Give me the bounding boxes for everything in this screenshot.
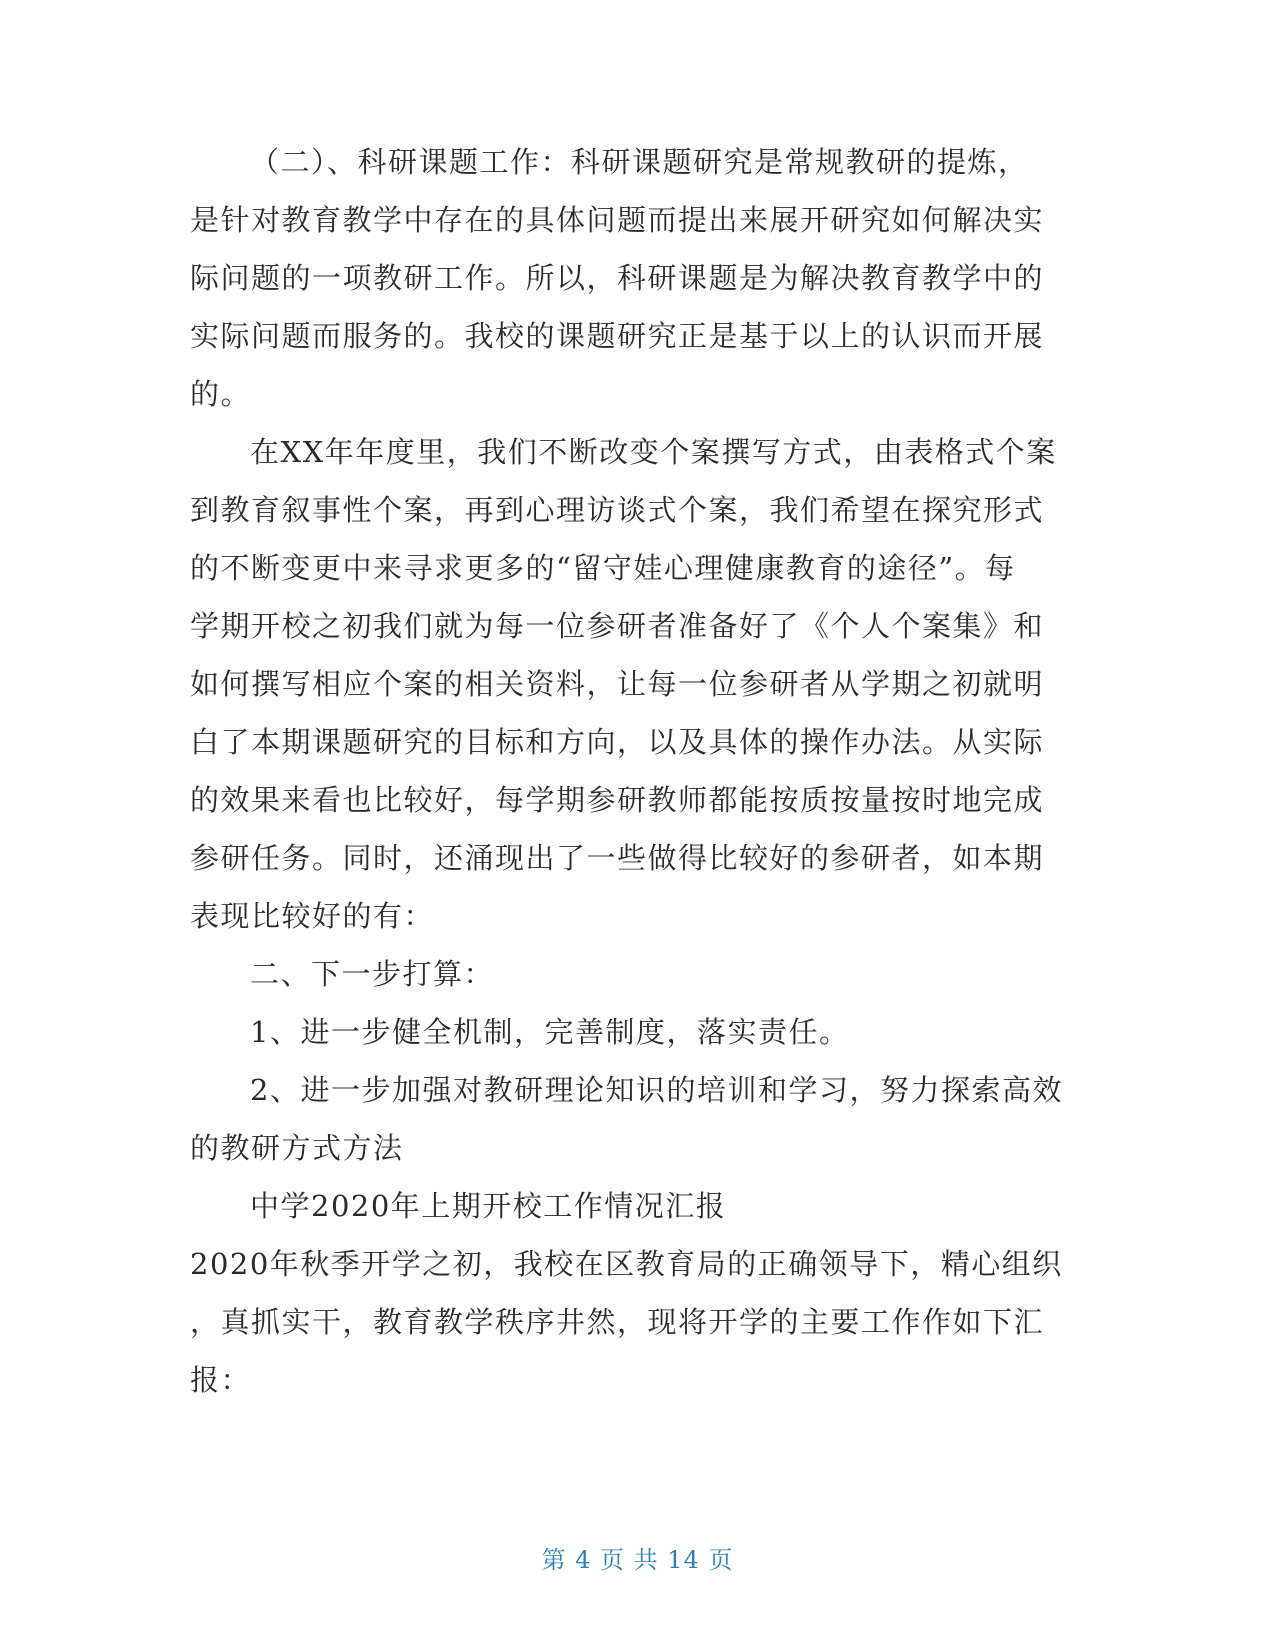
paragraph-line: 的不断变更中来寻求更多的“留守娃心理健康教育的途径”。每 bbox=[190, 551, 1016, 585]
paragraph-line: 的。 bbox=[190, 377, 252, 411]
paragraph-line: 参研任务。同时，还涌现出了一些做得比较好的参研者，如本期 bbox=[190, 841, 1045, 875]
paragraph-line: 2020年秋季开学之初，我校在区教育局的正确领导下，精心组织 bbox=[190, 1247, 1063, 1281]
section-heading: 二、下一步打算： bbox=[250, 957, 495, 991]
paragraph-line: 到教育叙事性个案，再到心理访谈式个案，我们希望在探究形式 bbox=[190, 493, 1045, 527]
report-title: 中学2020年上期开校工作情况汇报 bbox=[250, 1189, 727, 1223]
paragraph-line: 报： bbox=[190, 1363, 252, 1397]
list-item-continuation: 的教研方式方法 bbox=[190, 1131, 404, 1165]
paragraph-line: 实际问题而服务的。我校的课题研究正是基于以上的认识而开展 bbox=[190, 319, 1045, 353]
paragraph-line: 如何撰写相应个案的相关资料，让每一位参研者从学期之初就明 bbox=[190, 667, 1045, 701]
page-number-footer: 第 4 页 共 14 页 bbox=[541, 1546, 734, 1574]
paragraph-line: 际问题的一项教研工作。所以，科研课题是为解决教育教学中的 bbox=[190, 261, 1045, 295]
paragraph-line: 表现比较好的有： bbox=[190, 899, 435, 933]
paragraph-line: ，真抓实干，教育教学秩序井然，现将开学的主要工作作如下汇 bbox=[190, 1305, 1045, 1339]
paragraph-line: 在XX年年度里，我们不断改变个案撰写方式，由表格式个案 bbox=[250, 435, 1057, 469]
paragraph-line: 的效果来看也比较好，每学期参研教师都能按质按量按时地完成 bbox=[190, 783, 1045, 817]
list-item: 1、进一步健全机制，完善制度，落实责任。 bbox=[250, 1015, 850, 1049]
list-item: 2、进一步加强对教研理论知识的培训和学习，努力探索高效 bbox=[250, 1073, 1063, 1107]
paragraph-line: 学期开校之初我们就为每一位参研者准备好了《个人个案集》和 bbox=[190, 609, 1045, 643]
paragraph-line: 白了本期课题研究的目标和方向，以及具体的操作办法。从实际 bbox=[190, 725, 1045, 759]
paragraph-line: （二）、科研课题工作：科研课题研究是常规教研的提炼， bbox=[250, 145, 1029, 179]
paragraph-line: 是针对教育教学中存在的具体问题而提出来展开研究如何解决实 bbox=[190, 203, 1045, 237]
